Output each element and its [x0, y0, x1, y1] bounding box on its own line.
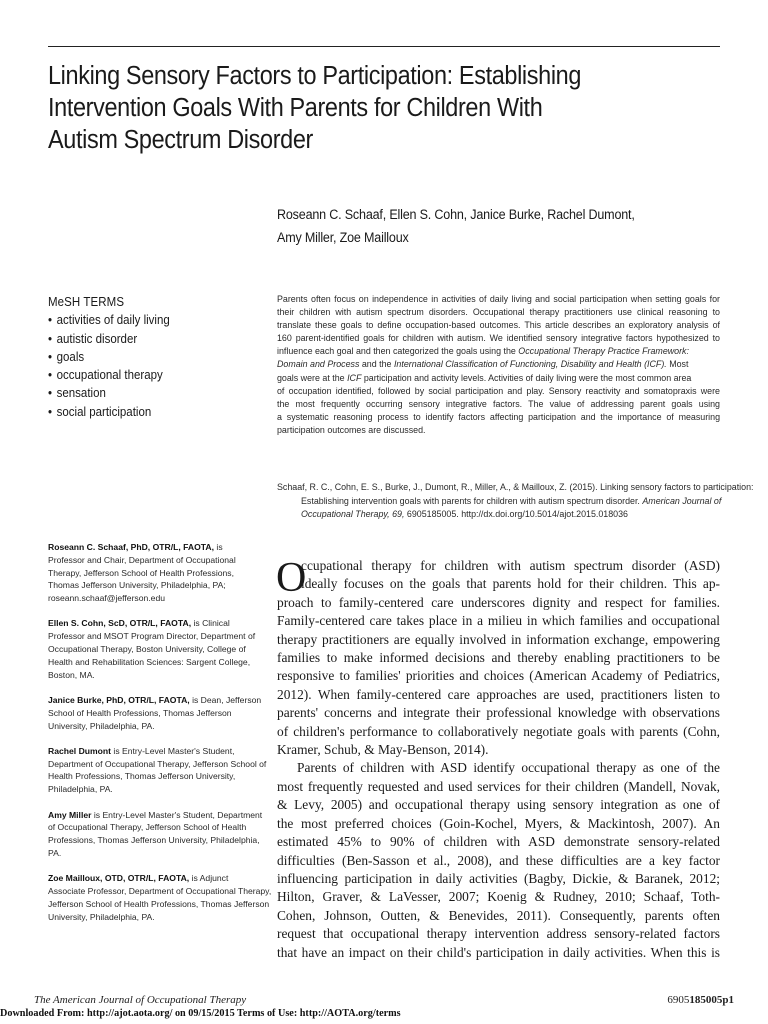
author-list: [277, 203, 705, 249]
affiliation-line: roseann.schaaf@jefferson.edu: [48, 593, 166, 604]
page-number: [667, 994, 734, 1006]
mesh-term: • goals: [48, 348, 232, 366]
body-line: ideally focuses on the goals that parents hold for their children. This ap-: [301, 576, 720, 592]
mesh-term: • autistic disorder: [48, 330, 232, 348]
abstract-line: their children with autism spectrum disorders. Occupational therapy practitioners use clinical reasoning to: [277, 307, 720, 318]
affiliation-line: of Occupational Therapy, Jefferson School of Health: [48, 822, 247, 833]
mesh-term: • activities of daily living: [48, 311, 232, 329]
page-number-prefix: 6905: [667, 994, 690, 1006]
citation-text: Establishing intervention goals with parents for children with autism spectrum disorder.: [301, 495, 640, 506]
body-line: parents' concerns and integrate their professional knowledge with observations: [277, 705, 720, 721]
abstract-italic: Occupational Therapy Practice Framework:: [518, 346, 689, 357]
affiliation-entry: [48, 694, 268, 732]
affiliation-line: Professions, Thomas Jefferson University, Philadelphia,: [48, 835, 260, 846]
abstract: [277, 293, 720, 437]
body-line: Cohen, Johnson, Outten, & Benevides, 2011). Consequently, parents often: [277, 907, 720, 923]
mesh-term: • sensation: [48, 384, 232, 402]
body-line: Family-centered care takes place in a milieu in which families and occupational: [277, 613, 720, 629]
citation-line: [277, 508, 720, 522]
citation-text: 6905185005. http://dx.doi.org/10.5014/ajot.2015.018036: [406, 509, 628, 520]
abstract-italic: Domain and Process: [277, 359, 360, 370]
drop-cap: O: [276, 555, 307, 601]
download-notice: Downloaded From: http://ajot.aota.org/ on 09/15/2015 Terms of Use: http://AOTA.org/terms: [0, 1008, 401, 1019]
affiliation-line: PA.: [48, 847, 62, 858]
abstract-line: participation outcomes are discussed.: [277, 424, 426, 435]
affiliation-entry: [48, 745, 268, 796]
abstract-text: participation and activity levels. Activities of daily living were the most common area: [363, 372, 692, 383]
mesh-term: • social participation: [48, 403, 232, 421]
affiliation-entry: [48, 617, 268, 681]
body-line: that have an impact on their child's participation in daily activities. When this is: [277, 944, 720, 960]
top-rule: [48, 46, 720, 47]
title-line: Intervention Goals With Parents for Children With: [48, 94, 543, 122]
affiliation-line: Philadelphia, PA.: [48, 784, 113, 795]
abstract-line: [277, 358, 720, 371]
affiliation-author-name: Roseann C. Schaaf, PhD, OTR/L, FAOTA,: [48, 542, 215, 552]
affiliation-entry: [48, 809, 268, 860]
body-line: & Levy, 2005) and occupational therapy using sensory integration as one of: [277, 797, 720, 813]
title-line: Autism Spectrum Disorder: [48, 126, 313, 154]
body-text: [277, 557, 720, 962]
affiliation-text: is Entry-Level Master's Student,: [113, 745, 235, 756]
affiliation-line: Department of Occupational Therapy, Jefferson School of: [48, 758, 267, 769]
citation-italic: American Journal of: [642, 495, 722, 506]
affiliation-line: Professor and MSOT Program Director, Department of: [48, 631, 256, 642]
citation-line: Schaaf, R. C., Cohn, E. S., Burke, J., Dumont, R., Miller, A., & Mailloux, Z. (2015). Linking sensory factors to participation:: [277, 482, 754, 492]
affiliation-author-name: Rachel Dumont: [48, 745, 112, 756]
body-line: most frequently requested and used services for their children (Mandell, Novak,: [277, 778, 720, 794]
body-line: Kramer, Schub, & May-Benson, 2014).: [277, 742, 489, 758]
body-line: Parents of children with ASD identify occupational therapy as one of the: [297, 760, 720, 776]
citation-italic: Occupational Therapy, 69,: [301, 509, 405, 520]
affiliation-author-name: Ellen S. Cohn, ScD, OTR/L, FAOTA,: [48, 618, 192, 629]
affiliation-line: [48, 541, 268, 554]
body-line: of children's performance to collaboratively negotiate goals with parents (Cohn,: [277, 723, 720, 739]
abstract-line: of occupation identified, followed by social participation and play. Sensory reactivity and somatopraxis were: [277, 385, 720, 396]
affiliation-line: [48, 809, 268, 822]
abstract-line: [277, 372, 720, 385]
mesh-term: • occupational therapy: [48, 366, 232, 384]
affiliation-text: is: [216, 542, 223, 552]
affiliation-line: University, Philadelphia, PA.: [48, 911, 155, 922]
body-line: families to make informed decisions and thereby enabling practitioners to be: [277, 650, 720, 666]
citation: [277, 481, 754, 522]
abstract-line: [277, 345, 720, 358]
footer-journal: The American Journal of Occupational Therapy: [34, 994, 247, 1006]
abstract-line: a systematic reasoning process to identify factors affecting participation and the importance of measuring: [277, 411, 720, 422]
affiliation-line: Associate Professor, Department of Occupational Therapy,: [48, 886, 272, 897]
abstract-line: 160 parent-identified goals for children with autism. We identified sensory integrative factors hypothesized to: [277, 333, 720, 344]
body-line: difficulties (Ben-Sasson et al., 2008), and these difficulties are a key factor: [277, 852, 720, 868]
affiliation-line: Jefferson School of Health Professions, Thomas Jefferson: [48, 898, 270, 909]
body-line: 2012). When family-centered care approaches are used, practitioners listen to: [277, 686, 720, 702]
abstract-italic: International Classification of Functioning, Disability and Health (ICF).: [393, 359, 667, 370]
body-line: ccupational therapy for children with autism spectrum disorder (ASD): [301, 558, 720, 573]
affiliation-line: Occupational Therapy, Boston University, College of: [48, 644, 246, 655]
body-line: request that occupational therapy intervention address sensory-related factors: [277, 926, 720, 942]
affiliation-text: is Adjunct: [191, 873, 229, 884]
affiliation-text: is Entry-Level Master's Student, Department: [93, 809, 263, 820]
affiliation-entry: [48, 541, 268, 605]
abstract-italic: ICF: [347, 372, 362, 383]
affiliation-author-name: Janice Burke, PhD, OTR/L, FAOTA,: [48, 694, 190, 705]
body-line: proach to family-centered care underscores dignity and respect for families.: [277, 594, 720, 610]
affiliation-author-name: Zoe Mailloux, OTD, OTR/L, FAOTA,: [48, 873, 190, 884]
article-title: [48, 60, 674, 156]
title-line: Linking Sensory Factors to Participation: Establishing: [48, 62, 582, 90]
affiliation-line: [48, 694, 268, 707]
affiliation-line: Thomas Jefferson University, Philadelphia, PA;: [48, 580, 226, 591]
mesh-term-list: [48, 311, 248, 421]
abstract-text: Most: [669, 359, 689, 370]
abstract-line: the most frequently occurring sensory integrative factors. The value of addressing parent goals using: [277, 398, 720, 409]
abstract-line: Parents often focus on independence in activities of daily living and social participation when setting goals for: [277, 294, 720, 304]
affiliation-text: is Dean, Jefferson: [192, 694, 262, 705]
affiliation-line: School of Health Professions, Thomas Jefferson: [48, 707, 232, 718]
body-line: influencing participation in daily activities (Bagby, Dickie, & Baranek, 2012;: [277, 870, 720, 886]
author-line: Amy Miller, Zoe Mailloux: [277, 230, 409, 245]
affiliation-line: Professor and Chair, Department of Occupational: [48, 554, 236, 565]
affiliation-line: [48, 745, 268, 758]
abstract-text: influence each goal and then categorized the goals using the: [277, 346, 516, 357]
affiliation-line: Health Professions, Thomas Jefferson University,: [48, 771, 236, 782]
author-line: Roseann C. Schaaf, Ellen S. Cohn, Janice Burke, Rachel Dumont,: [277, 207, 635, 222]
body-line: the most preferred choices (Goin-Kochel, Myers, & Mackintosh, 2007). An: [277, 815, 720, 831]
body-line: responsive to families' priorities and choices (American Academy of Pediatrics,: [277, 668, 720, 684]
mesh-heading: MeSH TERMS: [48, 295, 125, 309]
body-line: Hilton, Graver, & LaVesser, 2007; Koenig & Rudney, 2010; Schaaf, Toth-: [277, 889, 720, 905]
affiliation-author-name: Amy Miller: [48, 809, 92, 820]
affiliation-line: [48, 617, 268, 630]
affiliation-text: is Clinical: [193, 618, 230, 629]
affiliation-line: Therapy, Jefferson School of Health Professions,: [48, 567, 234, 578]
abstract-line: translate these goals to define occupation-based outcomes. This article describes an exploratory analysis of: [277, 320, 720, 331]
page-number-suffix: 185005p1: [689, 994, 734, 1006]
author-affiliations: [48, 541, 272, 936]
abstract-text: and the: [361, 359, 392, 370]
affiliation-line: Boston, MA.: [48, 669, 95, 680]
citation-line: [277, 495, 720, 509]
affiliation-line: University, Philadelphia, PA.: [48, 720, 155, 731]
affiliation-line: Health and Rehabilitation Sciences: Sargent College,: [48, 656, 251, 667]
abstract-text: goals were at the: [277, 372, 345, 383]
body-line: estimated 45% to 90% of children with ASD demonstrate sensory-related: [277, 834, 720, 850]
affiliation-line: [48, 872, 268, 885]
mesh-terms: [48, 293, 248, 421]
affiliation-entry: [48, 872, 272, 923]
body-line: therapy practitioners are equally involved in information exchange, empowering: [277, 631, 720, 647]
